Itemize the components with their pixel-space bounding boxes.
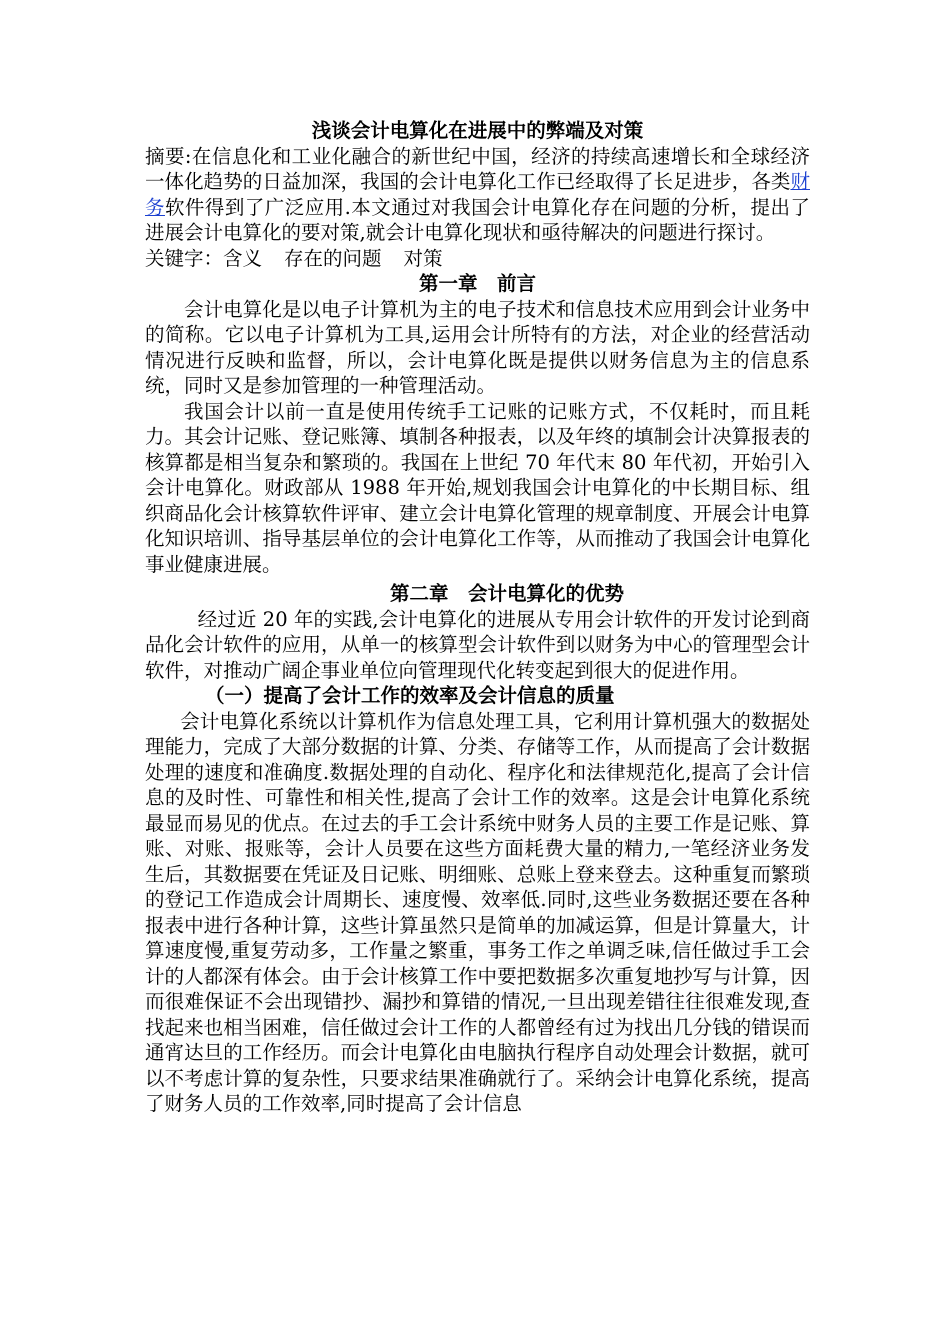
chapter-1-paragraph: 我国会计以前一直是使用传统手工记账的记账方式，不仅耗时，而且耗力。其会计记账、登记账簿、填制各种报表，以及年终的填制会计决算报表的核算都是相当复杂和繁琐的。我国在上世纪 70 年代末 80 年代初，开始引入会计电算化。财政部从 1988 年开始,规划我国会计电算化的中长期目标、组织商品化会计核算软件评审、建立会计电算化管理的规章制度、开展会计电算化知识培训、指导基层单位的会计电算化工作等，从而推动了我国会计电算化事业健康进展。 — [145, 399, 810, 576]
abstract-text-end: 软件得到了广泛应用.本文通过对我国会计电算化存在问题的分析，提出了进展会计电算化的要对策,就会计电算化现状和亟待解决的问题进行探讨。 — [145, 195, 810, 244]
abstract-text-start: 摘要:在信息化和工业化融合的新世纪中国，经济的持续高速增长和全球经济一体化趋势的日益加深，我国的会计电算化工作已经取得了长足进步，各类 — [145, 144, 810, 193]
keyword-item: 存在的问题 — [284, 246, 382, 270]
keyword-item: 含义 — [223, 246, 263, 270]
document-page — [145, 118, 810, 1117]
section-1-paragraph: 会计电算化系统以计算机作为信息处理工具，它利用计算机强大的数据处理能力，完成了大部分数据的计算、分类、存储等工作，从而提高了会计数据处理的速度和准确度.数据处理的自动化、程序化和法律规范化,提高了会计信息的及时性、可靠性和相关性,提高了会计工作的效率。这是会计电算化系统最显而易见的优点。在过去的手工会计系统中财务人员的主要工作是记账、算账、对账、报账等，会计人员要在这些方面耗费大量的精力,一笔经济业务发生后，其数据要在凭证及日记账、明细账、总账上登来登去。这种重复而繁琐的登记工作造成会计周期长、速度慢、效率低.同时,这些业务数据还要在各种报表中进行各种计算，这些计算虽然只是简单的加减运算，但是计算量大，计算速度慢,重复劳动多，工作量之繁重，事务工作之单调乏味,信任做过手工会计的人都深有体会。由于会计核算工作中要把数据多次重复地抄写与计算，因而很难保证不会出现错抄、漏抄和算错的情况,一旦出现差错往往很难发现,查找起来也相当困难，信任做过会计工作的人都曾经有过为找出几分钱的错误而通宵达旦的工作经历。而会计电算化由电脑执行程序自动处理会计数据，就可以不考虑计算的复杂性，只要求结果准确就行了。采纳会计电算化系统，提高了财务人员的工作效率,同时提高了会计信息 — [145, 709, 810, 1115]
keywords-line — [145, 246, 810, 272]
chapter-1-heading: 第一章 前言 — [418, 272, 536, 295]
abstract-paragraph — [145, 144, 810, 246]
chapter-1-paragraph: 会计电算化是以电子计算机为主的电子技术和信息技术应用到会计业务中的简称。它以电子计算机为工具,运用会计所特有的方法，对企业的经营活动情况进行反映和监督，所以，会计电算化既是提供以财务信息为主的信息系统，同时又是参加管理的一种管理活动。 — [145, 297, 810, 397]
section-1-heading: （一）提高了会计工作的效率及会计信息的质量 — [205, 684, 615, 707]
keyword-item: 对策 — [403, 246, 443, 270]
chapter-2-paragraph: 经过近 20 年的实践,会计电算化的进展从专用会计软件的开发讨论到商品化会计软件的应用，从单一的核算型会计软件到以财务为中心的管理型会计软件，对推动广阔企事业单位向管理现代化转变起到很大的促进作用。 — [145, 607, 810, 682]
document-title: 浅谈会计电算化在进展中的弊端及对策 — [311, 119, 644, 142]
chapter-2-heading: 第二章 会计电算化的优势 — [390, 582, 625, 605]
keywords-label: 关键字： — [145, 246, 224, 270]
finance-link[interactable]: 财务 — [145, 170, 810, 219]
